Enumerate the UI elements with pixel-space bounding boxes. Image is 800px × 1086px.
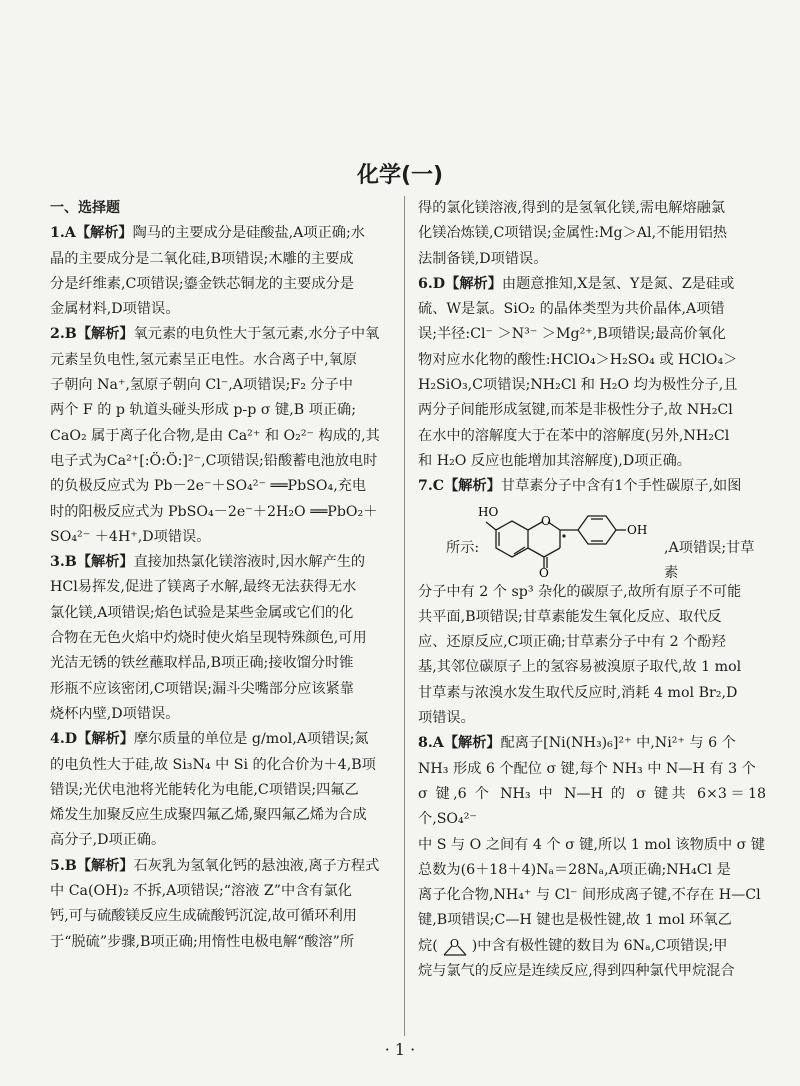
text-line: 合物在无色火焰中灼烧时使火焰呈现特殊颜色,可用 xyxy=(50,630,367,647)
text-line: 化镁冶炼镁,C项错误;金属性:Mg＞Al,不能用铝热 xyxy=(418,225,728,242)
question-number: 1.A xyxy=(50,225,76,242)
text-line: 中 Ca(OH)₂ 不拆,A项错误;“溶液 Z”中含有氯化 xyxy=(50,883,352,900)
q5-continuation xyxy=(418,196,766,272)
analysis-tag: 【解析】 xyxy=(445,275,502,292)
text-line: 离子化合物,NH₄⁺ 与 Cl⁻ 间形成离子键,不存在 H—Cl xyxy=(418,887,761,904)
text-line: 和 H₂O 反应也能增加其溶解度),D项正确。 xyxy=(418,452,691,469)
question-5 xyxy=(50,854,398,955)
molecule-diagram xyxy=(478,502,668,578)
text-line: NH₃ 形成 6 个配位 σ 键,每个 NH₃ 中 N—H 有 3 个 xyxy=(418,760,756,777)
text-line: 金属材料,D项错误。 xyxy=(50,301,180,318)
text-line: 4.D【解析】摩尔质量的单位是 g/mol,A项错误;氮 xyxy=(50,731,369,748)
question-number: 2.B xyxy=(50,326,77,343)
question-2 xyxy=(50,322,398,550)
text-line: 2.B【解析】氧元素的电负性大于氢元素,水分子中氧 xyxy=(50,326,380,343)
text-line: 6.D【解析】由题意推知,X是氢、Y是氮、Z是硅或 xyxy=(418,275,735,292)
text-line: 电子式为Ca²⁺[:Ö:Ö:]²⁻,C项错误;铅酸蓄电池放电时 xyxy=(50,452,378,469)
text-line: 物对应水化物的酸性:HClO₄＞H₂SO₄ 或 HClO₄＞ xyxy=(418,351,738,368)
text-line: 法制备镁,D项错误。 xyxy=(418,250,548,267)
analysis-tag: 【解析】 xyxy=(77,731,134,748)
analysis-tag: 【解析】 xyxy=(443,735,501,752)
section-heading: 一、选择题 xyxy=(50,200,120,216)
oh-label: OH xyxy=(627,522,648,537)
text-line: 在水中的溶解度大于在苯中的溶解度(另外,NH₂Cl xyxy=(418,427,730,444)
question-number: 6.D xyxy=(418,275,446,292)
page-title: 化学(一) xyxy=(356,163,444,188)
text-line: 分子中有 2 个 sp³ 杂化的碳原子,故所有原子不可能 xyxy=(418,583,742,600)
question-number: 4.D xyxy=(50,731,78,748)
question-4 xyxy=(50,727,398,853)
q7-after: ,A项错误;甘草素 xyxy=(664,539,755,581)
text-line: 8.A【解析】配离子[Ni(NH₃)₆]²⁺ 中,Ni²⁺ 与 6 个 xyxy=(418,735,736,752)
text-line: 烯发生加聚反应生成聚四氟乙烯,聚四氟乙烯为合成 xyxy=(50,807,367,824)
text-line: H₂SiO₃,C项错误;NH₂Cl 和 H₂O 均为极性分子,且 xyxy=(418,377,738,394)
text-line: 应、还原反应,C项正确;甘草素分子中有 2 个酚羟 xyxy=(418,634,726,651)
epoxyethane-structure xyxy=(438,935,472,957)
text-line: 于“脱硫”步骤,B项正确;用惰性电极电解“酸溶”所 xyxy=(50,933,355,950)
text-line: 高分子,D项正确。 xyxy=(50,832,166,849)
question-7 xyxy=(418,474,766,731)
text-line: 3.B【解析】直接加热氯化镁溶液时,因水解产生的 xyxy=(50,554,366,571)
column-divider xyxy=(404,196,405,1036)
question-number: 7.C xyxy=(418,478,445,495)
text-line: 误;半径:Cl⁻ ＞N³⁻ ＞Mg²⁺,B项错误;最高价氧化 xyxy=(418,326,726,343)
text-line: 错误;光伏电池将光能转化为电能,C项错误;四氟乙 xyxy=(50,781,359,798)
text-line: 的电负性大于硅,故 Si₃N₄ 中 Si 的化合价为＋4,B项 xyxy=(50,756,376,773)
q7-suo: 所示: xyxy=(446,539,480,556)
text-line: CaO₂ 属于离子化合物,是由 Ca²⁺ 和 O₂²⁻ 构成的,其 xyxy=(50,427,380,444)
analysis-tag: 【解析】 xyxy=(76,554,134,571)
ep-o: O xyxy=(449,936,459,950)
q7-first-line: 甘草素分子中含有1个手性碳原子,如图 xyxy=(500,478,742,495)
ep-post: )中含有极性键的数目为 6Nₐ,C项错误;甲 xyxy=(471,937,728,954)
left-column xyxy=(50,196,398,955)
text-line: 时的阳极反应式为 PbSO₄－2e⁻＋2H₂O ══PbO₂＋ xyxy=(50,503,378,520)
text-line: 分是纤维素,C项错误;鎏金铁芯铜龙的主要成分是 xyxy=(50,275,354,292)
text-line: 硫、W是氯。SiO₂ 的晶体类型为共价晶体,A项错 xyxy=(418,301,725,318)
text-line: 晶的主要成分是二氧化硅,B项错误;木雕的主要成 xyxy=(50,250,354,267)
text-line: 元素呈负电性,氢元素呈正电性。水合离子中,氧原 xyxy=(50,351,357,368)
question-8 xyxy=(418,731,766,984)
text-line: 基,其邻位碳原子上的氢容易被溴原子取代,故 1 mol xyxy=(418,659,742,676)
question-number: 5.B xyxy=(50,857,77,874)
question-number: 8.A xyxy=(418,735,444,752)
analysis-tag: 【解析】 xyxy=(444,478,501,495)
question-1 xyxy=(50,221,398,322)
text-line: 项错误。 xyxy=(418,710,475,727)
right-column xyxy=(418,196,766,984)
ho-label: HO xyxy=(478,504,499,519)
analysis-tag: 【解析】 xyxy=(76,326,134,343)
q8-last-line: 烷与氯气的反应是连续反应,得到四种氯代甲烷混合 xyxy=(418,963,735,980)
o-ring-label: O xyxy=(541,513,551,528)
analysis-tag: 【解析】 xyxy=(76,857,134,874)
text-line: 共平面,B项错误;甘草素能发生氧化反应、取代反 xyxy=(418,608,722,625)
text-line: 的负极反应式为 Pb－2e⁻＋SO₄²⁻ ══PbSO₄,充电 xyxy=(50,478,367,495)
liquiritigenin-structure xyxy=(418,502,766,581)
text-line: 两个 F 的 p 轨道头碰头形成 p-p σ 键,B 项正确; xyxy=(50,402,356,419)
page-number: · 1 · xyxy=(384,1040,416,1059)
o-keto-label: O xyxy=(539,565,549,578)
text-line: HCl易挥发,促进了镁离子水解,最终无法获得无水 xyxy=(50,579,357,596)
text-line: 子朝向 Na⁺,氢原子朝向 Cl⁻,A项错误;F₂ 分子中 xyxy=(50,377,353,394)
text-line: 5.B【解析】石灰乳为氢氧化钙的悬浊液,离子方程式 xyxy=(50,857,380,874)
question-number: 3.B xyxy=(50,554,77,571)
analysis-tag: 【解析】 xyxy=(75,225,133,242)
text-line: 甘草素与浓溴水发生取代反应时,消耗 4 mol Br₂,D xyxy=(418,684,738,701)
ep-pre: 烷( xyxy=(418,937,438,954)
text-line: 总数为(6＋18＋4)Nₐ＝28Nₐ,A项正确;NH₄Cl 是 xyxy=(418,861,731,878)
text-line: SO₄²⁻ ＋4H⁺,D项错误。 xyxy=(50,528,211,545)
text-line: 键,B项错误;C—H 键也是极性键,故 1 mol 环氧乙 xyxy=(418,912,732,929)
question-3 xyxy=(50,550,398,727)
text-line: 烧杯内壁,D项错误。 xyxy=(50,705,180,722)
text-line: σ 键,6 个 NH₃ 中 N—H 的 σ 键共 6×3＝18 个,SO₄²⁻ xyxy=(418,785,766,828)
text-line: 钙,可与硫酸镁反应生成硫酸钙沉淀,故可循环利用 xyxy=(50,908,357,925)
text-line: 得的氯化镁溶液,得到的是氢氧化镁,需电解熔融氯 xyxy=(418,200,725,216)
text-line: 形瓶不应该密闭,C项错误;漏斗尖嘴部分应该紧靠 xyxy=(50,680,354,697)
text-line: 两分子间能形成氢键,而苯是非极性分子,故 NH₂Cl xyxy=(418,402,733,419)
text-line: 1.A【解析】陶马的主要成分是硅酸盐,A项正确;水 xyxy=(50,225,365,242)
text-line: 光洁无锈的铁丝蘸取样品,B项正确;接收馏分时锥 xyxy=(50,655,354,672)
text-line: 中 S 与 O 之间有 4 个 σ 键,所以 1 mol 该物质中 σ 键 xyxy=(418,836,766,853)
question-6 xyxy=(418,272,766,474)
text-line: 氯化镁,A项错误;焰色试验是某些金属或它们的化 xyxy=(50,604,354,621)
